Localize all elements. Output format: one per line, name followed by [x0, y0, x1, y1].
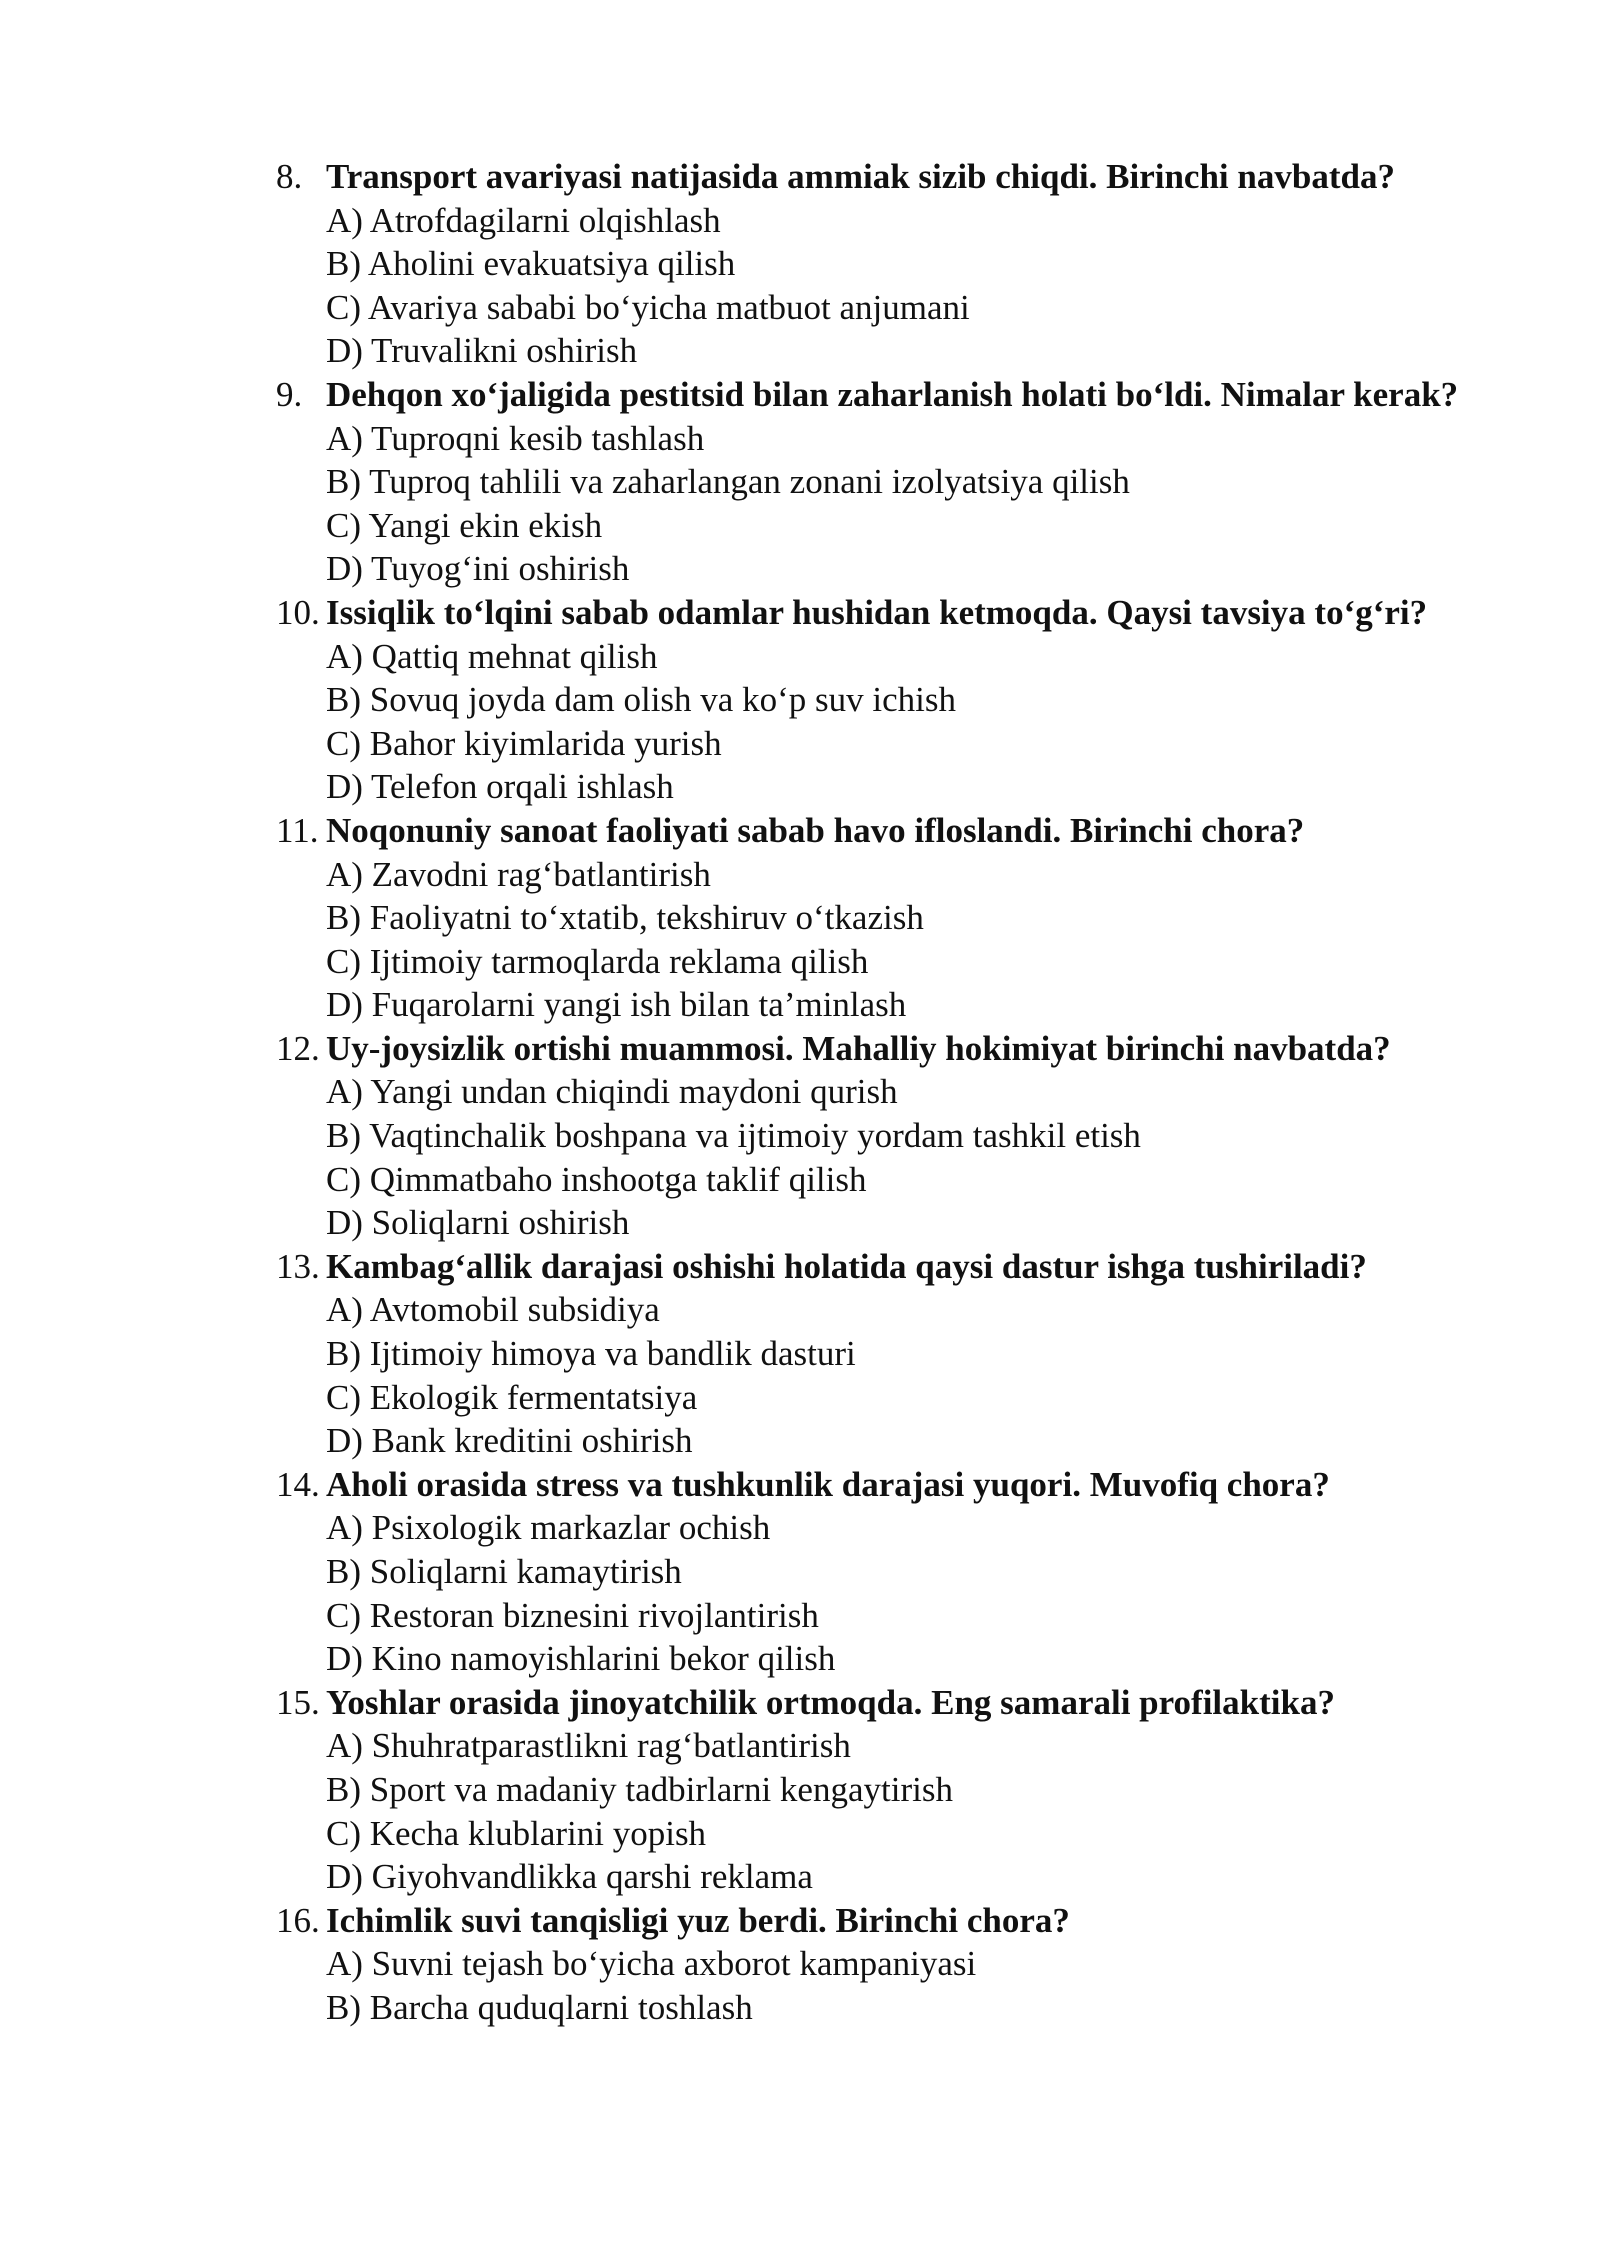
question-number: 10. [276, 592, 320, 632]
question-number: 15. [276, 1682, 320, 1722]
question-text: Uy-joysizlik ortishi muammosi. Mahalliy hokimiyat birinchi navbatda? [326, 1028, 1391, 1068]
question-item [0, 1027, 1600, 1245]
question-list [0, 155, 1600, 2030]
answer-option: C) Avariya sababi bo‘yicha matbuot anjumani [326, 287, 970, 327]
answer-option: D) Soliqlarni oshirish [326, 1203, 630, 1243]
answer-option: A) Qattiq mehnat qilish [326, 636, 658, 676]
answer-option: C) Bahor kiyimlarida yurish [326, 723, 722, 763]
question-item [0, 1681, 1600, 1899]
question-text: Dehqon xo‘jaligida pestitsid bilan zaharlanish holati bo‘ldi. Nimalar kerak? [326, 374, 1459, 414]
answer-option: A) Tuproqni kesib tashlash [326, 418, 705, 458]
question-text: Aholi orasida stress va tushkunlik darajasi yuqori. Muvofiq chora? [326, 1464, 1330, 1504]
answer-option: A) Suvni tejash bo‘yicha axborot kampaniyasi [326, 1944, 977, 1984]
question-item [0, 809, 1600, 1027]
question-item [0, 1899, 1600, 2030]
answer-option: A) Psixologik markazlar ochish [326, 1508, 771, 1548]
answer-option: A) Avtomobil subsidiya [326, 1290, 660, 1330]
answer-option: C) Yangi ekin ekish [326, 505, 603, 545]
answer-option: D) Bank kreditini oshirish [326, 1421, 693, 1461]
answer-option: B) Soliqlarni kamaytirish [326, 1552, 682, 1591]
answer-option: D) Kino namoyishlarini bekor qilish [326, 1639, 836, 1679]
answer-option: D) Telefon orqali ishlash [326, 767, 674, 807]
question-item [0, 373, 1600, 591]
question-number: 8. [276, 157, 303, 196]
answer-option: C) Qimmatbaho inshootga taklif qilish [326, 1159, 867, 1199]
answer-option: A) Shuhratparastlikni rag‘batlantirish [326, 1726, 851, 1766]
question-number: 14. [276, 1464, 320, 1504]
answer-option: B) Ijtimoiy himoya va bandlik dasturi [326, 1334, 856, 1374]
answer-option: B) Tuproq tahlili va zaharlangan zonani izolyatsiya qilish [326, 462, 1130, 502]
question-number: 9. [276, 374, 303, 414]
answer-option: B) Barcha quduqlarni toshlash [326, 1987, 753, 2027]
answer-option: C) Kecha klublarini yopish [326, 1813, 707, 1853]
question-item [0, 155, 1600, 373]
question-item [0, 1463, 1600, 1681]
question-text: Noqonuniy sanoat faoliyati sabab havo ifloslandi. Birinchi chora? [326, 810, 1305, 850]
question-number: 13. [276, 1246, 320, 1286]
answer-option: B) Sovuq joyda dam olish va ko‘p suv ichish [326, 680, 956, 720]
question-text: Transport avariyasi natijasida ammiak sizib chiqdi. Birinchi navbatda? [326, 157, 1395, 196]
answer-option: D) Tuyog‘ini oshirish [326, 549, 630, 589]
question-number: 12. [276, 1028, 320, 1068]
answer-option: B) Vaqtinchalik boshpana va ijtimoiy yordam tashkil etish [326, 1116, 1141, 1156]
question-item [0, 1245, 1600, 1463]
answer-option: D) Fuqarolarni yangi ish bilan ta’minlash [326, 985, 907, 1025]
answer-option: C) Ijtimoiy tarmoqlarda reklama qilish [326, 941, 869, 981]
answer-option: A) Yangi undan chiqindi maydoni qurish [326, 1072, 898, 1112]
answer-option: D) Truvalikni oshirish [326, 331, 638, 371]
question-item [0, 591, 1600, 809]
answer-option: B) Aholini evakuatsiya qilish [326, 244, 736, 284]
answer-option: A) Zavodni rag‘batlantirish [326, 854, 711, 894]
answer-option: C) Restoran biznesini rivojlantirish [326, 1595, 819, 1635]
question-number: 11. [276, 810, 319, 850]
question-number: 16. [276, 1900, 320, 1940]
answer-option: C) Ekologik fermentatsiya [326, 1377, 698, 1417]
question-text: Yoshlar orasida jinoyatchilik ortmoqda. Eng samarali profilaktika? [326, 1682, 1335, 1722]
answer-option: A) Atrofdagilarni olqishlash [326, 200, 721, 240]
answer-option: B) Sport va madaniy tadbirlarni kengaytirish [326, 1769, 953, 1809]
question-text: Kambag‘allik darajasi oshishi holatida qaysi dastur ishga tushiriladi? [326, 1246, 1367, 1286]
question-text: Issiqlik to‘lqini sabab odamlar hushidan ketmoqda. Qaysi tavsiya to‘g‘ri? [326, 592, 1428, 632]
question-text: Ichimlik suvi tanqisligi yuz berdi. Birinchi chora? [326, 1900, 1070, 1940]
answer-option: B) Faoliyatni to‘xtatib, tekshiruv o‘tkazish [326, 898, 924, 938]
answer-option: D) Giyohvandlikka qarshi reklama [326, 1857, 813, 1897]
